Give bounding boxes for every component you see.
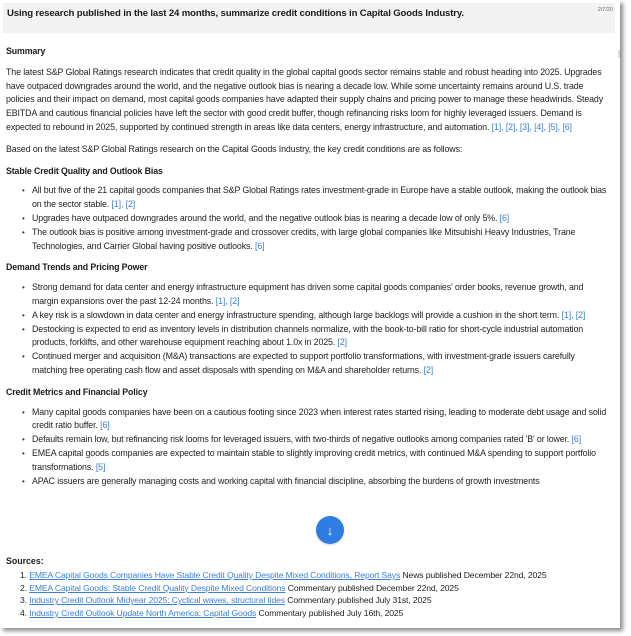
citation-link[interactable]: [6] <box>100 420 110 431</box>
bullet-item: • APAC issuers are generally managing costs and working capital with financial discipline, absorbing the burdens of growth investments <box>6 475 610 489</box>
summary-heading: Summary <box>6 46 46 56</box>
sources-panel <box>0 552 620 628</box>
section-heading-stable-credit-quality: Stable Credit Quality and Outlook Bias <box>6 165 163 176</box>
prompt-timestamp: 2/7/20 <box>597 7 613 13</box>
sources-heading: Sources: <box>6 556 44 566</box>
citation-link[interactable]: [1], [2] <box>561 309 586 320</box>
bullet-item: • Many capital goods companies have been on a cautious footing since 2023 when interest rates started rising, leading to moderate debt usage and solid credit ratio buffer. [6] <box>6 406 610 434</box>
source-meta: Commentary published July 31st, 2025 <box>287 595 432 606</box>
citation-link[interactable]: [6] <box>571 434 582 445</box>
user-prompt-bar <box>3 3 615 33</box>
user-prompt-text: Using research published in the last 24 months, summarize credit conditions in Capital Goods Industry. <box>7 8 464 19</box>
source-item: 1. EMEA Capital Goods Companies Have Stable Credit Quality Despite Mixed Conditions, Report Says News published December 22nd, 2025 <box>20 570 547 580</box>
citation-link[interactable]: [1], [2] <box>215 295 240 306</box>
source-item: 3. Industry Credit Outlook Midyear 2025: Cyclical waves, structural tides Commentary published July 31st, 2025 <box>20 595 432 606</box>
bullet-item: • A key risk is a slowdown in data center and energy infrastructure spending, although large backlogs will provide a cushion in the short term. [1], [2] <box>6 309 610 323</box>
scrollbar-thumb[interactable] <box>618 50 620 58</box>
bullet-item: • Defaults remain low, but refinancing risk looms for leveraged issuers, with two-thirds of negative outlooks among companies rated 'B' or lower. [6] <box>6 433 610 447</box>
citation-link[interactable]: [2] <box>337 337 348 348</box>
citation-link[interactable]: [1], [2] <box>111 199 136 210</box>
citation-link[interactable]: [6] <box>255 240 265 251</box>
source-item: 4. Industry Credit Outlook Update North America: Capital Goods Commentary published July 16th, 2025 <box>20 607 404 618</box>
citation-link[interactable]: [6] <box>499 212 510 223</box>
citation-link[interactable]: [2] <box>423 364 434 375</box>
bullet-item: • All but five of the 21 capital goods companies that S&P Global Ratings rates investment-grade in Europe have a stable outlook, making the outlook bias on the sector stable. [1], [2] <box>6 184 610 212</box>
bullet-item: • Destocking is expected to end as inventory levels in distribution channels normalize, with the book-to-bill ratio for short-cycle industrial automation products, forklifts, and other warehouse equipment reaching about 1.0x in 2025. [2] <box>6 323 610 351</box>
source-link[interactable]: Industry Credit Outlook Midyear 2025: Cyclical waves, structural tides <box>29 595 285 606</box>
summary-body: The latest S&P Global Ratings research indicates that credit quality in the global capital goods sector remains stable and robust heading into 2025. Upgrades have outpaced downgrades around the world, and the negative outlook bias is nearing a decade low. While some uncertainty remains around U.S. trade policies and their impact on demand, most capital goods companies have adapted their supply chains and pricing power to manage these headwinds. Steady EBITDA and cautious financial policies have left the sector with good credit buffer, though refinancing risks loom for highly leveraged issuers. Demand is expected to rebound in 2025, supported by continued strength in areas like data centers, energy infrastructure, and automation. <box>6 66 604 132</box>
summary-paragraph <box>6 66 610 135</box>
bullet-item: • Upgrades have outpaced downgrades around the world, and the negative outlook bias is nearing a decade low of only 5%. [6] <box>6 212 610 226</box>
citation-link[interactable]: [5] <box>95 461 106 472</box>
section-heading-credit-metrics: Credit Metrics and Financial Policy <box>6 386 148 397</box>
intro-paragraph: Based on the latest S&P Global Ratings research on the Capital Goods Industry, the key credit conditions are as follows: <box>6 143 463 154</box>
source-link[interactable]: Industry Credit Outlook Update North America: Capital Goods <box>29 607 257 618</box>
section-heading-demand-trends: Demand Trends and Pricing Power <box>6 262 148 273</box>
bullet-item: • The outlook bias is positive among investment-grade and crossover credits, with large global companies like Mitsubishi Heavy Industries, Trane Technologies, and Carrier Global having positive outlooks. [6] <box>6 226 610 254</box>
summary-citations[interactable]: [1], [2], [3], [4], [5], [6] <box>491 121 572 132</box>
bullet-item: • EMEA capital goods companies are expected to maintain stable to slightly improving credit metrics, with continued M&A spending to support portfolio transformations. [5] <box>6 447 610 475</box>
section-bullets-demand-trends <box>6 281 610 378</box>
arrow-down-icon: ↓ <box>326 522 334 538</box>
source-link[interactable]: EMEA Capital Goods Companies Have Stable Credit Quality Despite Mixed Conditions, Report Says <box>29 570 401 580</box>
section-bullets-stable-credit-quality <box>6 184 610 253</box>
source-meta: Commentary published July 16th, 2025 <box>258 607 404 618</box>
source-meta: News published December 22nd, 2025 <box>402 570 547 580</box>
source-link[interactable]: EMEA Capital Goods: Stable Credit Quality Despite Mixed Conditions <box>29 582 286 593</box>
source-item: 2. EMEA Capital Goods: Stable Credit Quality Despite Mixed Conditions Commentary published December 22nd, 2025 <box>20 582 459 593</box>
section-bullets-credit-metrics <box>6 406 610 489</box>
scroll-to-bottom-button[interactable] <box>316 516 344 544</box>
sources-list <box>6 569 620 619</box>
bullet-item: • Continued merger and acquisition (M&A) transactions are expected to support portfolio transformations, with investment-grade issuers carefully matching free operating cash flow and asset disposals with spending on M&A and shareholder returns. [2] <box>6 350 610 378</box>
response-content <box>6 45 610 488</box>
bullet-item: • Strong demand for data center and energy infrastructure equipment has driven some capital goods companies' order books, revenue growth, and margin expansions over the past 12-24 months. [1], [2] <box>6 281 610 309</box>
source-meta: Commentary published December 22nd, 2025 <box>287 582 459 593</box>
